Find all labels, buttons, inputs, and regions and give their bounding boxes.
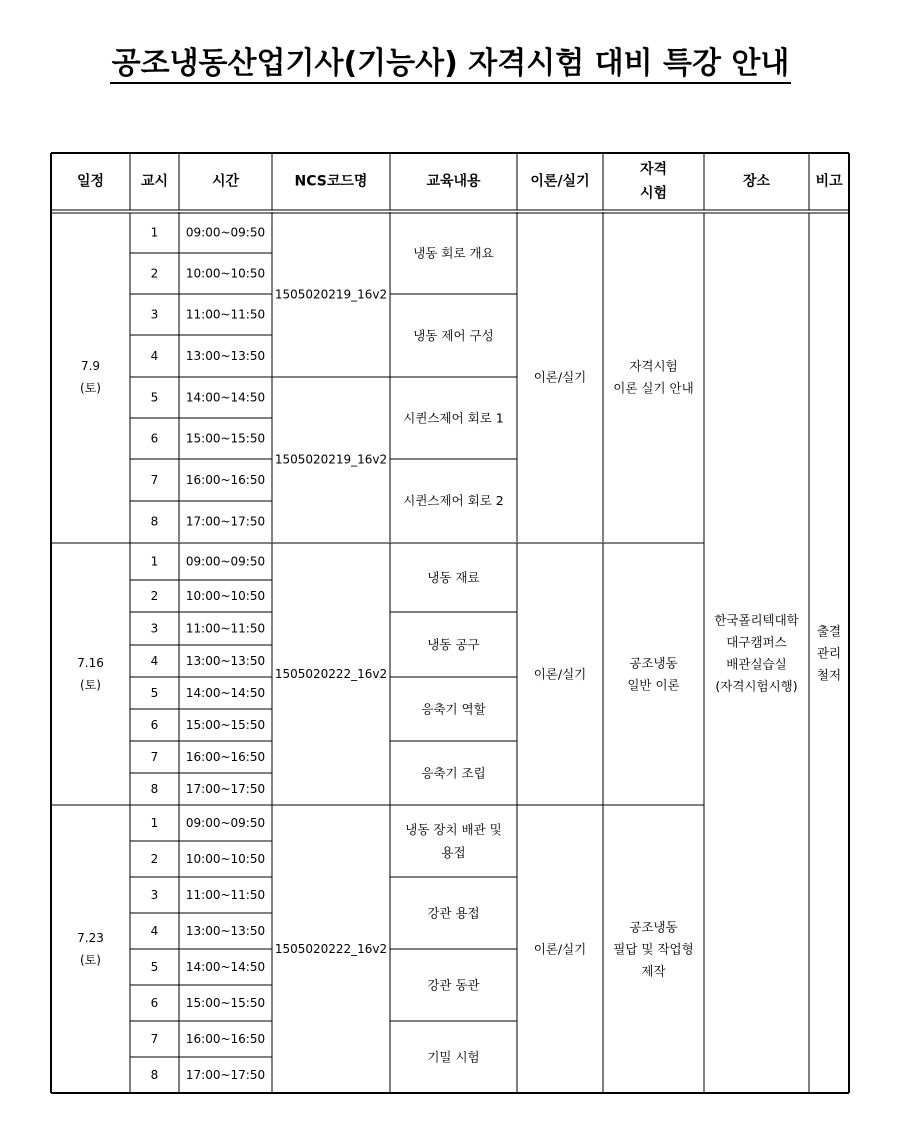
- education-content: 냉동 회로 개요: [413, 245, 494, 261]
- period-time: 13:00~13:50: [185, 654, 266, 668]
- period-number: 2: [150, 266, 159, 281]
- period-number: 6: [150, 996, 159, 1010]
- period-number: 5: [150, 686, 159, 700]
- period-number: 3: [150, 307, 159, 322]
- venue: 한국폴리텍대학: [714, 612, 799, 628]
- certification-info: 필답 및 작업형: [613, 941, 694, 957]
- period-number: 7: [150, 1032, 159, 1046]
- education-content: 용접: [441, 845, 466, 860]
- period-time: 11:00~11:50: [185, 888, 266, 902]
- education-content: 응축기 조립: [421, 765, 486, 781]
- education-content: 강관 동관: [427, 977, 480, 993]
- header-note: 비고: [815, 173, 843, 190]
- period-time: 11:00~11:50: [185, 307, 266, 322]
- period-time: 13:00~13:50: [185, 349, 266, 363]
- certification-info: 자격시험: [629, 358, 678, 374]
- ncs-code: 1505020222_16v2: [274, 667, 388, 681]
- period-number: 4: [150, 924, 159, 938]
- period-time: 14:00~14:50: [185, 686, 266, 700]
- ncs-code: 1505020219_16v2: [274, 287, 388, 302]
- period-number: 5: [150, 390, 159, 405]
- education-content: 응축기 역할: [421, 701, 486, 717]
- remarks: 관리: [816, 645, 842, 661]
- header-cert: 자격: [639, 161, 668, 178]
- header-ncs: NCS코드명: [294, 173, 368, 190]
- period-time: 17:00~17:50: [185, 514, 266, 529]
- period-number: 6: [150, 718, 159, 732]
- header-content: 교육내용: [426, 173, 481, 190]
- venue: 배관실습실: [726, 656, 787, 672]
- header-theory: 이론/실기: [530, 173, 590, 190]
- period-time: 13:00~13:50: [185, 924, 266, 938]
- venue: (자격시험시행): [715, 678, 798, 694]
- certification-info: 일반 이론: [627, 677, 680, 693]
- certification-info: 공조냉동: [629, 919, 678, 935]
- session-date: (토): [80, 953, 101, 967]
- theory-practice: 이론/실기: [533, 941, 587, 957]
- period-time: 17:00~17:50: [185, 1068, 266, 1082]
- period-number: 8: [150, 782, 159, 796]
- period-time: 09:00~09:50: [185, 816, 266, 830]
- period-time: 16:00~16:50: [185, 1032, 266, 1046]
- session-date: (토): [80, 381, 101, 395]
- theory-practice: 이론/실기: [533, 666, 587, 682]
- education-content: 냉동 공구: [427, 637, 480, 652]
- session-date: 7.9: [80, 359, 101, 373]
- period-number: 8: [150, 1068, 159, 1082]
- period-number: 3: [150, 621, 159, 636]
- period-time: 09:00~09:50: [185, 225, 266, 240]
- header-period: 교시: [140, 173, 169, 190]
- ncs-code: 1505020222_16v2: [274, 942, 388, 956]
- period-number: 5: [150, 960, 159, 974]
- period-number: 1: [150, 225, 159, 240]
- period-time: 15:00~15:50: [185, 431, 266, 446]
- period-time: 10:00~10:50: [185, 852, 266, 866]
- period-number: 4: [150, 654, 159, 668]
- remarks: 철저: [816, 667, 842, 683]
- certification-info: 이론 실기 안내: [613, 380, 694, 396]
- session-date: 7.16: [77, 656, 104, 670]
- period-time: 16:00~16:50: [185, 750, 266, 764]
- period-number: 6: [150, 431, 159, 446]
- period-number: 2: [150, 589, 159, 603]
- ncs-code: 1505020219_16v2: [274, 452, 388, 467]
- period-time: 14:00~14:50: [185, 960, 266, 974]
- period-time: 11:00~11:50: [185, 621, 266, 636]
- header-date: 일정: [76, 173, 105, 190]
- education-content: 기밀 시험: [427, 1049, 480, 1065]
- education-content: 냉동 제어 구성: [413, 328, 494, 343]
- venue: 대구캠퍼스: [726, 634, 787, 650]
- header-cert: 시험: [639, 185, 668, 202]
- document-title-text: 공조냉동산업기사(기능사) 자격시험 대비 특강 안내: [110, 46, 792, 84]
- education-content: 냉동 장치 배관 및: [405, 822, 502, 837]
- session-date: 7.23: [77, 931, 104, 945]
- period-number: 2: [150, 852, 159, 866]
- period-time: 09:00~09:50: [185, 554, 266, 569]
- period-number: 1: [150, 816, 159, 830]
- period-time: 14:00~14:50: [185, 390, 266, 405]
- session-date: (토): [80, 678, 101, 692]
- period-time: 10:00~10:50: [185, 589, 266, 603]
- period-number: 1: [150, 554, 159, 569]
- period-time: 10:00~10:50: [185, 266, 266, 281]
- period-time: 15:00~15:50: [185, 996, 266, 1010]
- certification-info: 공조냉동: [629, 655, 678, 671]
- header-place: 장소: [742, 173, 771, 190]
- period-time: 17:00~17:50: [185, 782, 266, 796]
- period-number: 8: [150, 514, 159, 529]
- period-number: 7: [150, 750, 159, 764]
- period-number: 7: [150, 473, 159, 487]
- period-number: 3: [150, 888, 159, 902]
- period-time: 16:00~16:50: [185, 473, 266, 487]
- period-time: 15:00~15:50: [185, 718, 266, 732]
- education-content: 시퀸스제어 회로 1: [403, 410, 504, 426]
- period-number: 4: [150, 349, 159, 363]
- education-content: 강관 용접: [427, 905, 480, 921]
- theory-practice: 이론/실기: [533, 369, 587, 385]
- remarks: 출결: [816, 623, 842, 639]
- certification-info: 제작: [641, 963, 666, 979]
- header-time: 시간: [211, 173, 240, 190]
- education-content: 냉동 재료: [427, 570, 480, 585]
- education-content: 시퀸스제어 회로 2: [403, 493, 504, 508]
